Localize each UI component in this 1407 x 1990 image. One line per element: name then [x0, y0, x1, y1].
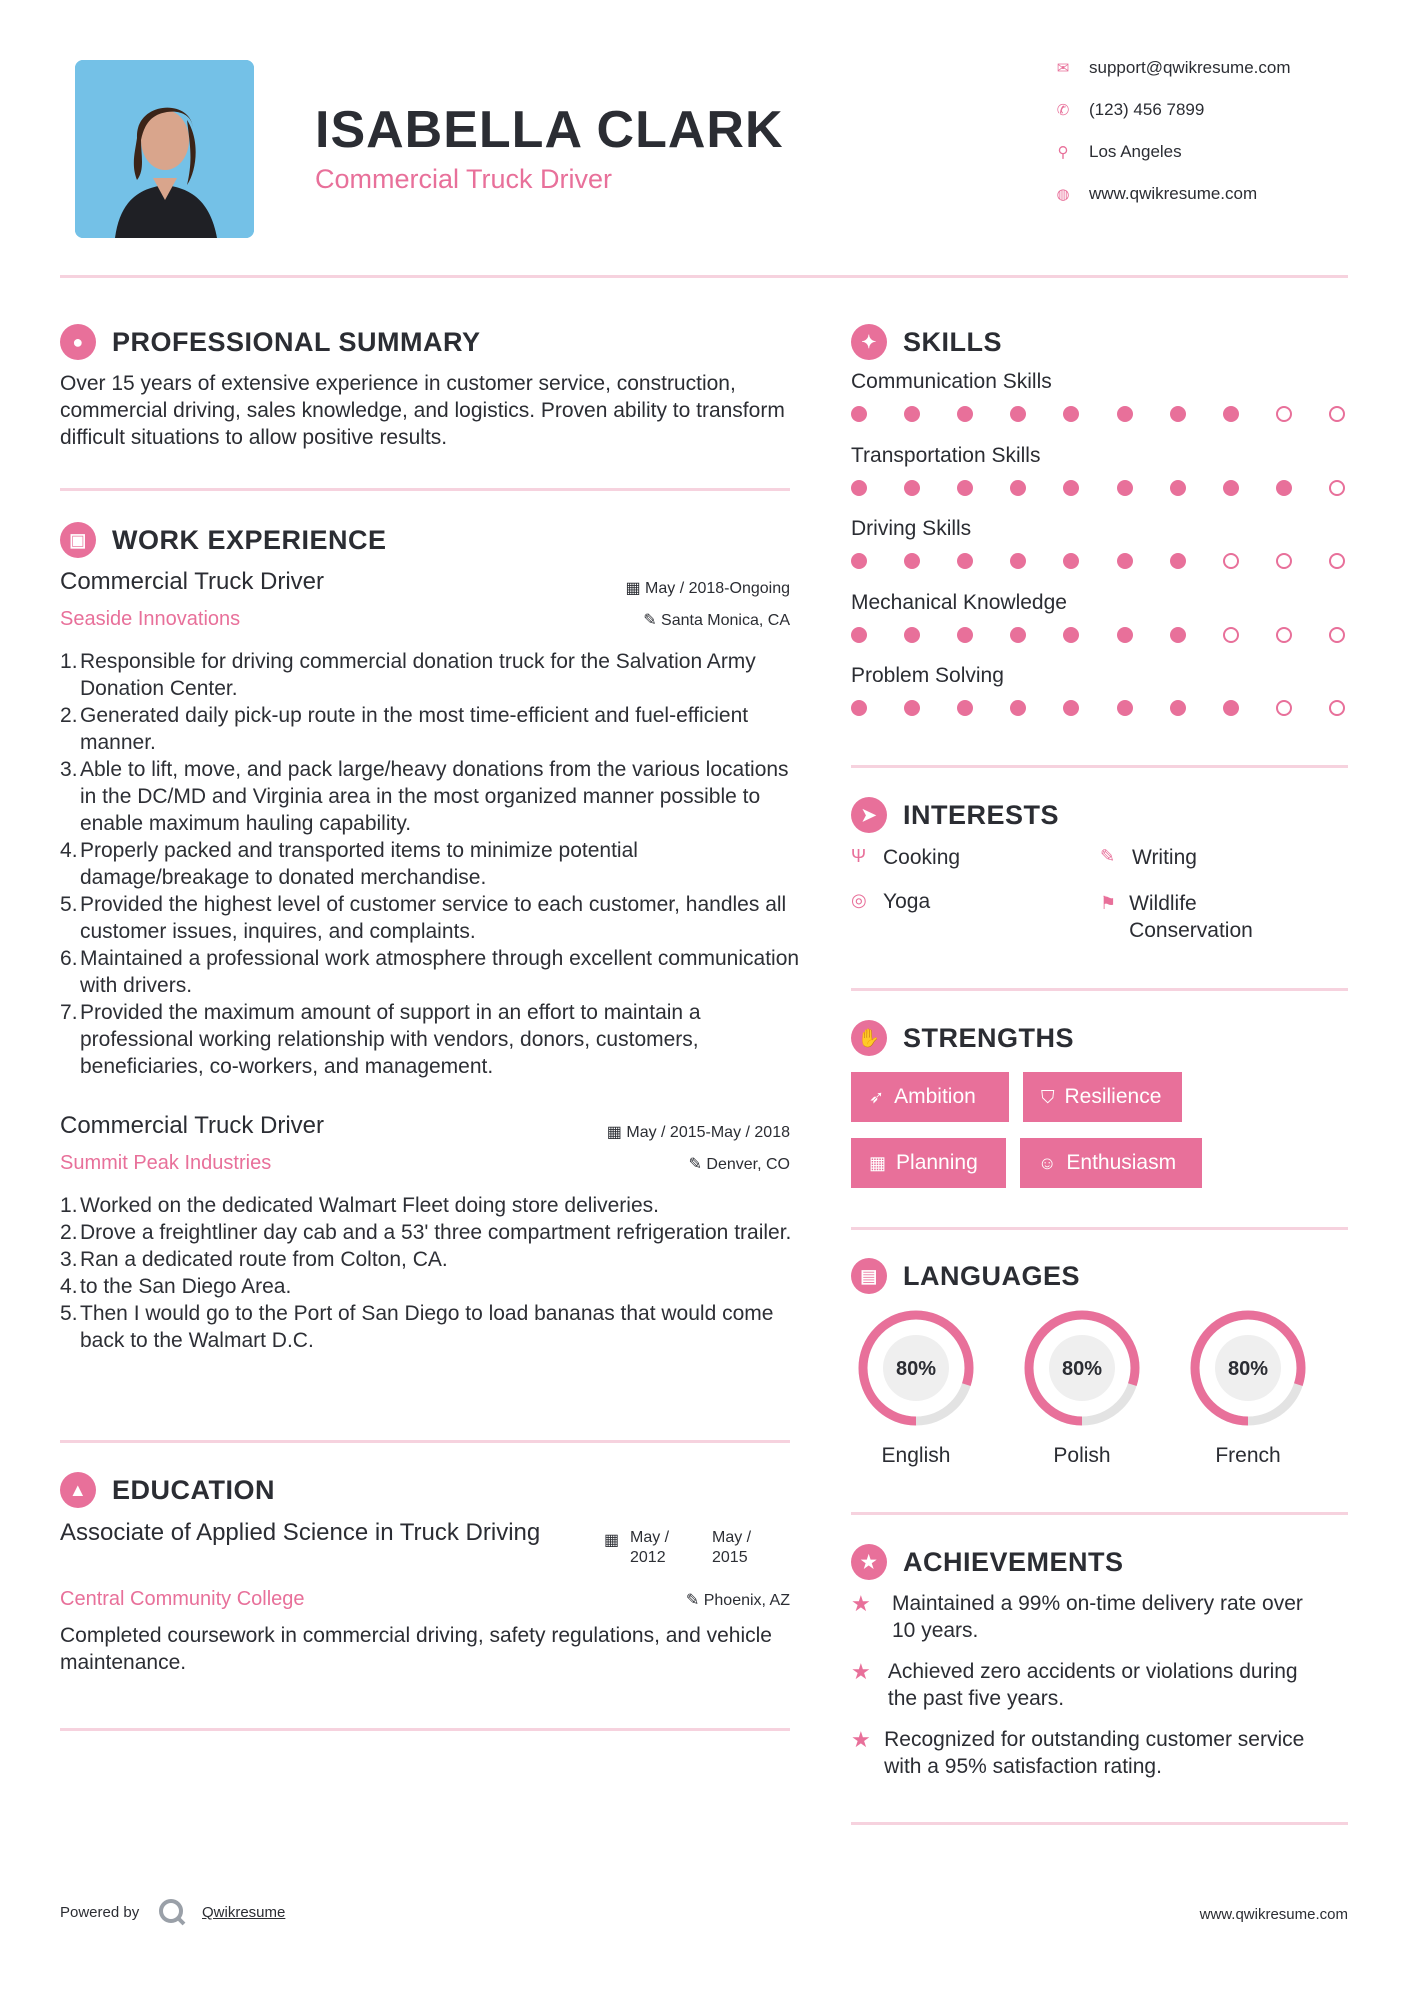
- pencil-icon: ✎: [1100, 846, 1116, 866]
- skill-item: [851, 444, 1351, 518]
- briefcase-icon: ▣: [60, 522, 96, 558]
- footer-website[interactable]: www.qwikresume.com: [1199, 1906, 1348, 1923]
- interests-heading: ➤ INTERESTS: [851, 797, 1059, 833]
- list-item: Provided the maximum amount of support in an effort to maintain a professional working relationship with vendors, donors, customers, beneficiaries, co-workers, and management.: [80, 1001, 701, 1078]
- rating-dot-filled: [1010, 627, 1026, 643]
- job-company: Seaside Innovations: [60, 608, 241, 630]
- interest-item: ✎ Writing: [1100, 846, 1197, 869]
- rating-dot-filled: [1117, 553, 1133, 569]
- rating-dot-filled: [1010, 480, 1026, 496]
- language-item: [851, 1306, 981, 1468]
- globe-icon: ◍: [1056, 186, 1070, 203]
- rating-dot-filled: [1063, 553, 1079, 569]
- rating-dot-filled: [1170, 480, 1186, 496]
- list-item: Generated daily pick-up route in the most time-efficient and fuel-efficient manner.: [80, 704, 749, 754]
- job-company: Summit Peak Industries: [60, 1152, 272, 1174]
- list-item: Worked on the dedicated Walmart Fleet doing store deliveries.: [80, 1194, 659, 1217]
- calendar-icon: ▦: [869, 1152, 887, 1173]
- calendar-icon: ▦: [625, 580, 641, 597]
- achievement-item: ★ Recognized for outstanding customer service with a 95% satisfaction rating.: [851, 1727, 1305, 1778]
- skills-divider: [851, 765, 1348, 768]
- skill-name: Mechanical Knowledge: [851, 590, 1067, 614]
- job-duties: [60, 1192, 800, 1354]
- rating-dot-filled: [1117, 480, 1133, 496]
- qwikresume-link[interactable]: Qwikresume: [202, 1904, 286, 1921]
- rating-dot-empty: [1329, 553, 1345, 569]
- rating-dot-filled: [1117, 406, 1133, 422]
- rating-dot-filled: [1276, 480, 1292, 496]
- list-item: Ran a dedicated route from Colton, CA.: [80, 1248, 448, 1271]
- rating-dot-filled: [957, 406, 973, 422]
- language-ring: [854, 1306, 978, 1430]
- achievement-item: ★ Maintained a 99% on-time delivery rate over 10 years.: [851, 1591, 1303, 1642]
- rating-dot-filled: [851, 480, 867, 496]
- rating-dot-filled: [1063, 627, 1079, 643]
- strength-tag: ➶ Ambition: [851, 1072, 1009, 1122]
- skill-name: Communication Skills: [851, 370, 1052, 393]
- interest-item: ⚑ Wildlife Conservation: [1100, 892, 1253, 942]
- profile-photo: [75, 60, 254, 238]
- language-icon: ▤: [851, 1258, 887, 1294]
- rating-dot-filled: [851, 406, 867, 422]
- list-item: Provided the highest level of customer service to each customer, handles all customer issues, inquires, and complaints.: [80, 893, 787, 943]
- language-item: [1183, 1306, 1313, 1468]
- rating-dot-filled: [957, 553, 973, 569]
- graduation-cap-icon: ▲: [60, 1472, 96, 1508]
- header-divider: [60, 275, 1348, 278]
- language-percent: 80%: [1227, 1358, 1269, 1380]
- rating-dot-filled: [904, 627, 920, 643]
- list-item: to the San Diego Area.: [80, 1275, 292, 1298]
- trophy-icon: ★: [851, 1544, 887, 1580]
- education-start-date: May / 2012: [630, 1529, 670, 1566]
- rating-dot-empty: [1223, 627, 1239, 643]
- utensils-icon: Ψ: [851, 846, 867, 866]
- job-title: Commercial Truck Driver: [60, 568, 325, 595]
- rating-dot-empty: [1223, 553, 1239, 569]
- achievements-heading: ★ ACHIEVEMENTS: [851, 1544, 1124, 1580]
- language-ring: [1020, 1306, 1144, 1430]
- language-percent: 80%: [895, 1358, 937, 1380]
- rating-dot-filled: [957, 480, 973, 496]
- rating-dot-filled: [1117, 627, 1133, 643]
- map-pin-icon: ⚲: [1057, 144, 1069, 161]
- rating-dot-filled: [1170, 700, 1186, 716]
- rating-dot-filled: [1117, 700, 1133, 716]
- rating-dot-filled: [1223, 700, 1239, 716]
- lifebuoy-icon: ◎: [851, 890, 867, 910]
- job-location: ✎ Denver, CO: [688, 1156, 790, 1173]
- contact-phone[interactable]: ✆ (123) 456 7899: [1053, 100, 1204, 120]
- candidate-name: ISABELLA CLARK: [315, 101, 784, 159]
- flag-icon: ⚑: [1100, 893, 1117, 913]
- rating-dot-empty: [1329, 627, 1345, 643]
- rating-dot-filled: [1063, 406, 1079, 422]
- rating-dot-filled: [1223, 480, 1239, 496]
- languages-heading: ▤ LANGUAGES: [851, 1258, 1080, 1294]
- experience-heading: ▣ WORK EXPERIENCE: [60, 522, 387, 558]
- rating-dot-filled: [957, 627, 973, 643]
- rating-dot-filled: [1063, 480, 1079, 496]
- skill-name: Problem Solving: [851, 664, 1004, 687]
- rating-dot-empty: [1276, 627, 1292, 643]
- shield-icon: ⛉: [1041, 1086, 1055, 1107]
- pushpin-icon: ✎: [643, 612, 657, 629]
- rating-dot-filled: [904, 406, 920, 422]
- rating-dot-filled: [957, 700, 973, 716]
- rating-dot-filled: [904, 700, 920, 716]
- rating-dot-empty: [1276, 406, 1292, 422]
- education-heading: ▲ EDUCATION: [60, 1472, 275, 1508]
- achievements-divider: [851, 1822, 1348, 1825]
- language-ring: [1186, 1306, 1310, 1430]
- job-date: ▦ May / 2018-Ongoing: [625, 580, 790, 597]
- job-title: Commercial Truck Driver: [60, 1112, 325, 1139]
- language-name: French: [1215, 1444, 1281, 1467]
- strength-tag: ▦ Planning: [851, 1138, 1006, 1188]
- list-item: Drove a freightliner day cab and a 53' three compartment refrigeration trailer.: [80, 1221, 792, 1244]
- rating-dot-empty: [1276, 553, 1292, 569]
- summary-heading: ● PROFESSIONAL SUMMARY: [60, 324, 481, 360]
- strength-tag: ☺ Enthusiasm: [1020, 1138, 1202, 1188]
- envelope-icon: ✉: [1056, 60, 1070, 77]
- strengths-divider: [851, 1227, 1348, 1230]
- rating-dot-filled: [851, 627, 867, 643]
- calendar-icon: ▦: [606, 1124, 622, 1141]
- job-location: ✎ Santa Monica, CA: [643, 612, 790, 629]
- rating-dot-filled: [1010, 553, 1026, 569]
- language-item: [1017, 1306, 1147, 1468]
- skills-heading: ✦ SKILLS: [851, 324, 1002, 360]
- rating-dot-filled: [1063, 700, 1079, 716]
- skill-rating: [851, 406, 1345, 422]
- education-date-icon: ▦: [604, 1532, 620, 1549]
- phone-icon: ✆: [1056, 102, 1070, 119]
- interests-divider: [851, 988, 1348, 991]
- contact-website[interactable]: ◍ www.qwikresume.com: [1053, 184, 1257, 204]
- skill-item: [851, 591, 1351, 665]
- language-name: Polish: [1053, 1444, 1111, 1467]
- interest-item: ◎ Yoga: [851, 890, 931, 913]
- pushpin-icon: ✎: [688, 1156, 702, 1173]
- list-item: Properly packed and transported items to minimize potential damage/breakage to donated merchandise.: [80, 839, 638, 889]
- list-item: Maintained a professional work atmosphere through excellent communication with drivers.: [80, 947, 800, 997]
- strengths-heading: ✋ STRENGTHS: [851, 1020, 1074, 1056]
- skill-name: Transportation Skills: [851, 443, 1041, 467]
- education-location: ✎ Phoenix, AZ: [685, 1592, 790, 1609]
- education-degree: Associate of Applied Science in Truck Driving: [60, 1519, 541, 1546]
- rating-dot-filled: [1170, 406, 1186, 422]
- rating-dot-filled: [851, 700, 867, 716]
- job-duties: [60, 648, 800, 1080]
- paper-plane-icon: ➤: [851, 797, 887, 833]
- achievement-item: ★ Achieved zero accidents or violations during the past five years.: [851, 1659, 1298, 1710]
- list-item: Then I would go to the Port of San Diego to load bananas that would come back to the Walmart D.C.: [80, 1302, 774, 1352]
- star-icon: ★: [851, 1659, 871, 1684]
- education-divider: [60, 1728, 790, 1731]
- rating-dot-filled: [1010, 406, 1026, 422]
- hand-icon: ✋: [851, 1020, 887, 1056]
- lightbulb-icon: ✦: [851, 324, 887, 360]
- skill-rating: [851, 480, 1345, 496]
- rating-dot-empty: [1329, 406, 1345, 422]
- skill-item: [851, 664, 1351, 738]
- summary-divider: [60, 488, 790, 491]
- language-rings: [851, 1306, 1351, 1486]
- rating-dot-filled: [851, 553, 867, 569]
- skill-rating: [851, 553, 1345, 569]
- candidate-title: Commercial Truck Driver: [315, 164, 613, 194]
- rating-dot-filled: [1223, 406, 1239, 422]
- star-icon: ★: [851, 1591, 871, 1616]
- rating-dot-filled: [1170, 553, 1186, 569]
- rocket-icon: ➶: [869, 1086, 885, 1107]
- rating-dot-filled: [904, 480, 920, 496]
- contact-email[interactable]: ✉ support@qwikresume.com: [1053, 58, 1291, 78]
- education-end-date: May / 2015: [712, 1529, 752, 1566]
- rating-dot-filled: [1010, 700, 1026, 716]
- skill-item: [851, 517, 1351, 591]
- language-name: English: [881, 1444, 951, 1467]
- skill-name: Driving Skills: [851, 517, 972, 540]
- qwikresume-logo: [158, 1898, 186, 1926]
- list-item: Responsible for driving commercial donation truck for the Salvation Army Donation Center.: [80, 650, 756, 700]
- smile-icon: ☺: [1038, 1152, 1057, 1173]
- skills-list: [851, 370, 1351, 738]
- skill-rating: [851, 700, 1345, 716]
- star-icon: ★: [851, 1727, 871, 1752]
- rating-dot-filled: [904, 553, 920, 569]
- rating-dot-empty: [1329, 480, 1345, 496]
- rating-dot-empty: [1329, 700, 1345, 716]
- language-percent: 80%: [1061, 1358, 1103, 1380]
- rating-dot-filled: [1170, 627, 1186, 643]
- contact-location: ⚲ Los Angeles: [1053, 142, 1182, 162]
- experience-divider: [60, 1440, 790, 1443]
- education-school: Central Community College: [60, 1588, 305, 1610]
- languages-divider: [851, 1512, 1348, 1515]
- education-description: Completed coursework in commercial driving, safety regulations, and vehicle maintenance.: [60, 1624, 772, 1674]
- strength-tag: ⛉ Resilience: [1023, 1072, 1182, 1122]
- summary-text: Over 15 years of extensive experience in customer service, construction, commercial driving, sales knowledge, and logistics. Proven ability to transform difficult situations to allow positive results.: [60, 372, 785, 449]
- powered-by-label: Powered by: [60, 1904, 140, 1921]
- skill-rating: [851, 627, 1345, 643]
- pushpin-icon: ✎: [685, 1592, 700, 1609]
- job-date: ▦ May / 2015-May / 2018: [606, 1124, 790, 1141]
- list-item: Able to lift, move, and pack large/heavy donations from the various locations in the DC/MD and Virginia area in the most organized manner possible to enable maximum hauling capability.: [80, 758, 789, 835]
- interest-item: Ψ Cooking: [851, 846, 961, 869]
- rating-dot-empty: [1276, 700, 1292, 716]
- skill-item: [851, 370, 1351, 444]
- user-icon: ●: [60, 324, 96, 360]
